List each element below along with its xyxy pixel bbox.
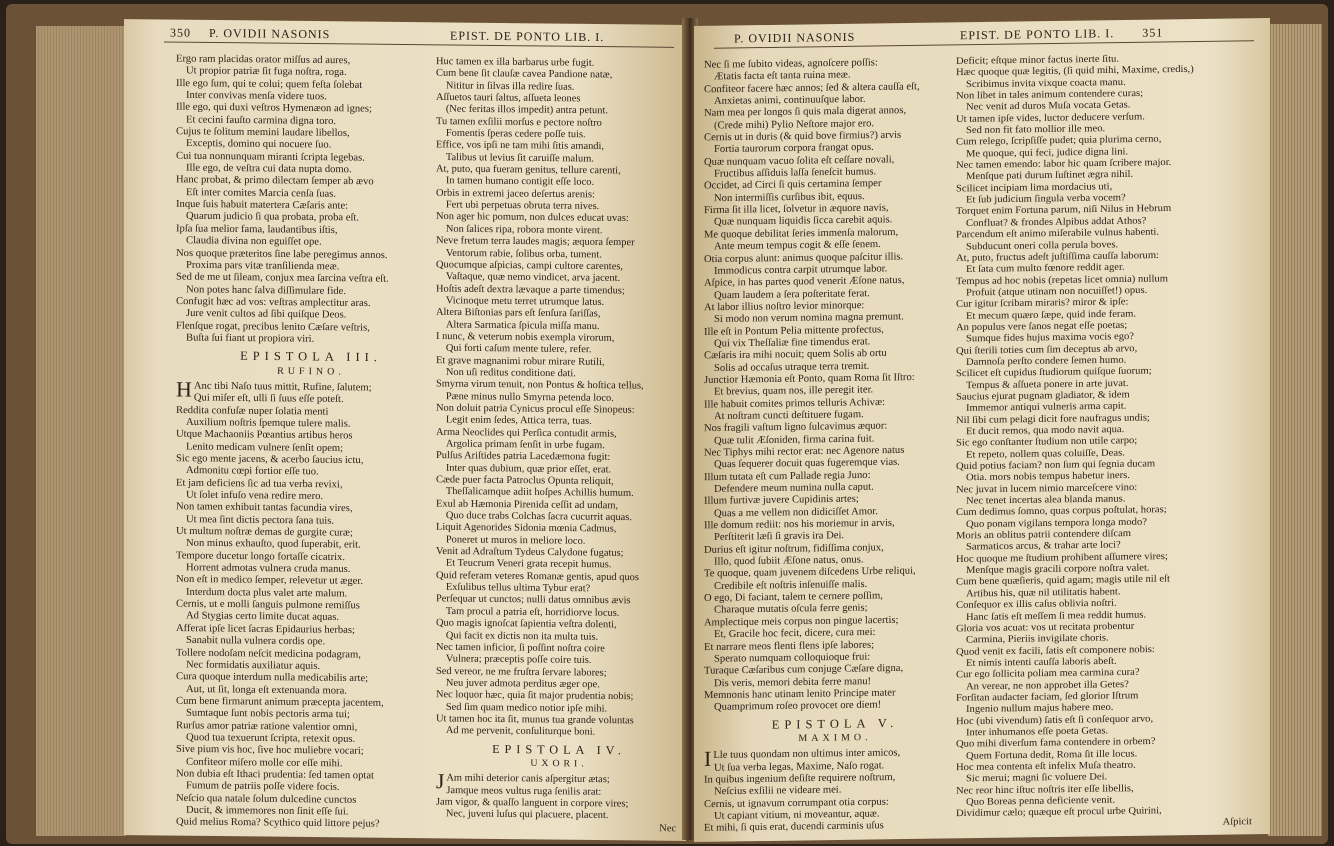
verse-line: Tollere nodoſam neſcit medicina podagram, (176, 647, 361, 660)
verse-line: Cum bene quæſieris, quid agam; magis utile nil eſt (956, 574, 1170, 588)
verse-line: Forſitan audacter faciam, ſed glorior Iſtrum (956, 690, 1139, 704)
right-running-head: EPIST. DE PONTO LIB. I. (960, 26, 1115, 43)
verse-line: Flenſque rogat, precibus lenito Cæſare veſtris, (176, 320, 370, 334)
verse-line: Quas a me vellem non didiciſſet Amor. (714, 505, 878, 520)
verse-line: Parcendum eſt animo miſerabile vulnus habenti. (956, 227, 1159, 241)
verse-line: Cernis, ut e molli ſanguis pulmone remiſſus (176, 598, 360, 612)
verse-line: Scilicet incipiam lima mordacius uti, (956, 181, 1113, 195)
verse-line: Jamque meos vultus ruga ſenilis arat: (446, 784, 602, 798)
verse-line: Quod tua texuerunt ſcripta, retexit opus. (186, 732, 356, 745)
verse-line: Auxilium noſtris ſpemque tulere malis. (186, 417, 351, 430)
verse-line: Cur ego ſollicita poliam mea carmina cura? (956, 667, 1140, 681)
left-running-head: P. OVIDII NASONIS (209, 25, 331, 42)
verse-line: Nos quoque præteritos ſine labe peregimus annos. (176, 247, 388, 261)
verse-line: Hoſtis adeſt dextra lævaque a parte timendus; (436, 283, 625, 296)
verse-line: Torquet enim Fortuna parum, niſi Nilus in Hebrum (956, 203, 1172, 218)
drop-cap: I (704, 746, 712, 772)
verse-line: Aſpice, in has partes quod venerit Æſone natus, (704, 275, 905, 289)
verse-line: Hoc quoque me ſtudium prohibent aſſumere vires; (956, 551, 1168, 565)
epistola-addressee: RUFINO. (277, 365, 345, 378)
verse-line: Ergo ram placidas orator miſſus ad aures, (176, 53, 351, 67)
verse-line: Et repeto, nollem quas coluiſſe, Deas. (966, 447, 1125, 461)
verse-line: Aut, ut ſit, longa eſt extenuanda mora. (186, 683, 347, 697)
verse-line: Ille ego, de veſtra cui data nupta domo. (186, 162, 352, 176)
verse-line: Arma Neoclides qui Perſica contudit armis, (436, 426, 617, 440)
verse-line: O ego, Di faciant, talem te cernere poſſim, (704, 590, 883, 605)
verse-line: Liquit Agenorides Sidonia mœnia Cadmus, (436, 522, 617, 535)
verse-line: Cujus te ſolitum memini laudare libellos, (176, 126, 350, 139)
verse-line: Nos fragili vaſtum ligno ſulcavimus æquor: (704, 420, 888, 435)
verse-line: At, puto, fructus adeſt juſtiſſima cauſſa laborum: (956, 250, 1159, 264)
verse-line: Quæ tulit Æſoniden, firma carina fuit. (714, 433, 875, 447)
verse-line: Nec reor hinc iſtuc noſtris iter eſſe libellis, (956, 783, 1134, 797)
verse-line: Sanabit nulla vulnera cordis ope. (186, 635, 326, 648)
verse-line: Sic merui; magni ſic voluere Dei. (966, 772, 1108, 785)
verse-line: Ingenio nullum majus habere meo. (966, 702, 1114, 715)
verse-line: Inter convivas menſa videre tuos. (186, 90, 327, 103)
verse-line: Et Teucrum Veneri grata recepit humus. (445, 558, 612, 571)
verse-line: Memnonis hanc utinam lenito Principe mater (704, 687, 896, 702)
verse-line: Et mihi, ſi quis erat, ducendi carminis uſus (704, 820, 884, 835)
verse-line: Quid referam veteres Romanæ gentis, apud quos (436, 570, 639, 583)
left-page-number: 350 (170, 25, 191, 40)
verse-line: Smyrna virum tenuit, non Pontus & hoſtica tellus, (436, 378, 644, 392)
verse-line: Ut ſua verba legas, Maxime, Naſo rogat. (714, 760, 885, 774)
verse-line: Anxietas animi, continuuſque labor. (714, 93, 866, 107)
verse-line: Gloria vos acuat: vos ut recitata probentur (956, 621, 1135, 635)
left-page (124, 19, 686, 841)
verse-line: Sed vereor, ne me fruſtra ſervare labores; (436, 665, 607, 679)
verse-line: Me quoque debilitat ſeries immenſa malorum, (704, 226, 899, 241)
catchword: Nec (659, 823, 677, 834)
verse-line: Ille ego ſum, qui te colui; quem feſta ſolebat (176, 77, 363, 91)
verse-line: Eſt inter comites Marcia cenſa ſuas. (186, 187, 337, 200)
verse-line: Te quoque, quam juvenem diſcedens Urbe reliqui, (704, 566, 916, 580)
verse-line: Fomentis ſperas cedere poſſe tuis. (445, 128, 586, 141)
verse-line: Fumum de patriis poſſe videre focis. (186, 780, 340, 794)
verse-line: Ille domum rediit: nos his moriemur in arvis, (704, 517, 895, 532)
verse-text: Am mihi deterior canis aſpergitur ætas; (446, 773, 610, 786)
verse-line: Qui facit ex dictis non ita multa tuis. (445, 629, 599, 643)
verse-line: Amplectique meis corpus non pingue lacertis; (704, 614, 899, 629)
verse-line: Non minus exhauſto, quod ſuperabit, erit. (186, 538, 361, 551)
right-page (694, 18, 1270, 842)
verse-line: Et nimis intenti cauſſa laboris abeſt. (966, 656, 1117, 669)
verse-line: Ipſa ſua melior fama, laudantibus iſtis, (176, 223, 338, 236)
verse-line: Sperato numquam colloquioque frui: (714, 651, 871, 665)
verse-line: Dis veris, memori debita ferre manu! (714, 675, 872, 689)
verse-line: Cæde puer facta Patroclus Opunta reliquit, (436, 474, 614, 488)
verse-line: At noſtram cuncti deſtituere fugam. (714, 409, 864, 423)
verse-line: Conſequor ex illis caſus oblivia noſtri. (956, 598, 1117, 611)
verse-line: Credibile eſt noſtris inſenuiſſe malis. (714, 578, 868, 592)
verse-line: Ut tamen hoc ita ſit, munus tua grande voluntas (436, 713, 634, 727)
verse-line: Confiteor facere hæc annos; ſed & altera cauſſa eſt, (704, 81, 920, 95)
drop-cap: H (176, 376, 192, 402)
verse-line: Quarum judicio ſi qua probata, proba eſt. (186, 211, 359, 224)
verse-line: Perſtiterit læſi ſi gravis ira Dei. (714, 530, 845, 544)
verse-line: Vicinoque metu terret utrumque latus. (445, 295, 605, 308)
verse-line: (Nec feritas illos impedit) antra petunt. (445, 104, 608, 117)
verse-line: (Crede mihi) Pylio Neſtore major ero. (714, 118, 875, 132)
verse-line: Altera Sarmatica ſpicula miſſa manu. (445, 319, 600, 332)
verse-line: Effice, vos ipſi ne tam mihi ſitis amandi, (436, 139, 605, 153)
verse-line: Hoc mea contenta eſt infelix Muſa theatro. (956, 760, 1136, 773)
verse-line: Non ſalices ripa, robora monte virent. (445, 223, 603, 236)
epistola-heading: EPISTOLA IV. (492, 741, 626, 757)
verse-line: Neſcio qua natale ſolum dulcedine cunctos (176, 792, 357, 806)
verse-line: Tempore ducetur longo fortaſſe cicatrix. (176, 550, 345, 563)
verse-line: Nil ſibi cum pelagi dicit fore naufragus undis; (956, 412, 1150, 426)
epistola-heading: EPISTOLA V. (771, 715, 899, 732)
drop-cap: J (436, 769, 445, 794)
verse-line: Defendere meum numina nulla caput. (714, 481, 874, 495)
verse-line: Quæ nunquam liquidis ſicca carebit aquis. (714, 214, 893, 229)
verse-line: Cæſaris ira mihi nocuit; quem Solis ab ortu (704, 348, 887, 362)
verse-line: Quamprimum roſeo provocet ore diem! (714, 699, 882, 713)
verse-line: Saucius ejurat pugnam gladiator, & idem (956, 389, 1130, 403)
verse-line: Qui forti caſum mente tulere, refer. (445, 343, 592, 356)
verse-line: Non tamen exhibuit tantas facundia vires, (176, 501, 353, 515)
verse-line: Solis ad occaſus utraque terra tremit. (714, 360, 870, 374)
verse-line: Confluat? & frondes Alpibus addat Athos? (966, 215, 1147, 229)
verse-line: Cui tua nonnunquam miranti ſcripta legebas. (176, 150, 365, 164)
verse-line: Cur igitur ſcribam miraris? miror & ipſe: (956, 297, 1129, 310)
verse-line: Otia. mors nobis tempus habetur iners. (966, 470, 1130, 484)
verse-line: Admonitu cœpi fortior eſſe tuo. (186, 465, 319, 478)
verse-line: Turaque Cæſaribus cum conjuge Cæſare digna, (704, 663, 904, 677)
verse-line: Junctior Hæmonia eſt Ponto, quam Roma ſit Iſtro: (704, 372, 915, 386)
verse-line: Tempus & aſſueta ponere in arte juvat. (966, 378, 1129, 391)
verse-line: Nam mea per longos ſi quis mala digerat annos, (704, 105, 907, 120)
epistola-heading: EPISTOLA III. (240, 349, 382, 365)
verse-line: Neve fretum terra laudes magis; æquora ſemper (436, 235, 635, 249)
verse-line: Sumtaque ſunt nobis pectoris arma tui; (186, 707, 350, 721)
verse-line: Nec ſi me ſubito videas, agnoſcere poſſis: (704, 57, 878, 71)
left-page-edges (36, 26, 126, 836)
verse-line: Nec tamen inficior, ſi poſſint noſtra coire (436, 641, 605, 655)
verse-line: Ut capiant vitium, ni moveantur, aquæ. (714, 808, 880, 822)
verse-line: Moris an oblitus patrii contendere diſcam (956, 528, 1132, 542)
verse-line: Quocumque aſpicias, campi cultore carentes, (436, 259, 623, 273)
verse-line: Inter inhumanos eſſe poeta Getas. (966, 725, 1109, 739)
verse-line: Argolica primam ſenſit in urbe fugam. (445, 438, 605, 452)
verse-line: Cum bene firmarunt animum præcepta jacentem, (176, 695, 384, 709)
verse-line: Illum furtivæ juvere Cupidinis artes; (704, 494, 859, 508)
verse-line: Confiteor miſero molle cor eſſe mihi. (186, 756, 343, 769)
verse-line: Pæne minus nullo Smyrna petenda loco. (445, 390, 614, 404)
verse-line: Me quoque, qui feci, judice digna lini. (966, 146, 1129, 160)
verse-line: Ut mea ſint dictis pectora ſana tuis. (186, 513, 334, 527)
verse-line: Non ager hic pomum, non dulces educat uvas: (436, 211, 629, 225)
verse-line: Carmina, Pieriis invigilate choris. (966, 633, 1109, 646)
verse-line: Dividimur cælo; quæque eſt procul urbe Quirini, (956, 806, 1162, 820)
verse-line: Firma ſit illa licet, ſolvetur in æquore navis, (704, 202, 889, 217)
verse-line: Quid potius faciam? non ſum qui ſegnia ducam (956, 458, 1156, 472)
verse-line: Quo ponam vigilans tempora longa modo? (966, 516, 1147, 530)
catchword: Aſpicit (1222, 816, 1252, 828)
verse-line: Nec formidatis auxiliatur aquis. (186, 659, 321, 672)
left-column-2 (436, 56, 682, 835)
verse-line: Jam vigor, & quaſſo languent in corpore vires; (436, 796, 629, 810)
verse-line: Subducunt oneri colla perula boves. (966, 239, 1119, 252)
verse-line: Sed ſim quam medico notior ipſe mihi. (445, 701, 608, 714)
verse-line: At labor illius noſtro levior minorque: (704, 300, 865, 314)
verse-line: Nec juvat in lucem nimio marceſcere vino: (956, 482, 1138, 496)
right-page-number: 351 (1142, 25, 1164, 40)
verse-line: Immemor antiqui vulneris arma capit. (966, 401, 1127, 414)
verse-line: Sic ego conſtanter ſtudium non utile carpo; (956, 435, 1138, 449)
verse-line: Cum bene ſit clauſæ cavea Pandione natæ, (436, 68, 613, 81)
verse-line: Menſque magis gracili corpore noſtra valet. (966, 563, 1150, 576)
verse-line: Ducit, & immemores non ſinit eſſe ſui. (186, 804, 349, 818)
verse-line: Et grave magnanimi robur mirare Rutili, (436, 355, 605, 368)
verse-line: Scilicet eſt cupidus ſtudiorum quiſque ſuorum; (956, 366, 1152, 380)
verse-line: Quas ſequerer docuit quas fugeremque vias. (714, 457, 900, 471)
verse-line: Cernis ut in duris (& quid bove firmius?) arvis (704, 129, 902, 144)
verse-line: Vulnera; præceptis poſſe coire tuis. (445, 653, 592, 667)
verse-line: Neu juver admota perditus æger ope. (445, 677, 600, 691)
verse-line: Cernis, ut ignavum corrumpant otia corpus: (704, 796, 889, 810)
verse-line: Proxima pars vitæ tranſilienda meæ. (186, 259, 340, 273)
verse-line: Qui ſterili toties cum ſim deceptus ab arvo, (956, 343, 1138, 357)
verse-line: Hoc (ubi vivendum) ſatis eſt ſi conſequor arvo, (956, 713, 1154, 727)
verse-line: Nec, juveni luſus qui placuere, placent. (445, 808, 609, 822)
verse-line: Illo, quod ſubiit Æſone natus, onus. (714, 554, 864, 568)
verse-line: Pulſus Ariſtides patria Lacedæmona fugit: (436, 450, 611, 464)
verse-line: Perſequar ut cunctos; nulli datus omnibus ævis (436, 594, 631, 607)
epistola-addressee: MAXIMO. (798, 732, 872, 744)
verse-line: Poneret ut muros in meliore loco. (445, 534, 586, 547)
verse-line: Legit enim ſedes, Attica terra, tuas. (445, 414, 592, 428)
verse-line: Otia corpus alunt: animus quoque paſcitur illis. (704, 251, 904, 265)
verse-line: Non eſt in medico ſemper, relevetur ut æger. (176, 574, 363, 588)
verse-line: Scribimus invita vixque coacta manu. (966, 77, 1126, 90)
verse-line: Et brevius, quam nos, ille peregit iter. (714, 384, 874, 398)
epistola-addressee: UXORI. (530, 758, 588, 770)
verse-line: Exul ab Hæmonia Pirenida ceſſit ad undam, (436, 498, 619, 511)
verse-line: Fert ubi perpetuas obruta terra nives. (445, 199, 600, 213)
verse-text: Anc tibi Naſo tuus mittit, Rufine, ſalutem; (193, 380, 372, 394)
verse-line: Interdum docta plus valet arte malum. (186, 586, 348, 600)
verse-line: Buſta ſui fiant ut propiora viri. (186, 332, 315, 345)
verse-line: Cum dedimus ſomno, quas corpus poſtulat, horas; (956, 504, 1167, 519)
verse-line: Et ſata cum multo fœnore reddit ager. (966, 262, 1125, 275)
verse-line: Ut multum noſtræ demas de gurgite curæ; (176, 526, 353, 539)
verse-line: Utque Machaoniis Pœantius artibus heros (176, 429, 353, 442)
verse-line: Sed non fit fato mollior ille meo. (966, 123, 1106, 137)
verse-line: Ad me pervenit, conſuliturque boni. (445, 725, 596, 738)
verse-line: Fortia taurorum corpora frangat opus. (714, 142, 874, 156)
verse-line: Menſque pati durum ſuſtinet ægra nihil. (966, 169, 1134, 183)
verse-line: Quo mihi diverſum fama contendere in orbem? (956, 736, 1156, 750)
verse-line: Non dubia eſt Ithaci prudentia: ſed tamen optat (176, 768, 374, 782)
verse-line: Nec venit ad duros Muſa vocata Getas. (966, 100, 1131, 113)
verse-line: Talibus ut levius ſit caruiſſe malum. (445, 152, 594, 165)
verse-line: Deficit; eſtque minor factus inerte ſitu. (956, 54, 1119, 67)
verse-line: Cura quoque interdum nulla medicabilis arte; (176, 671, 369, 685)
verse-line: Sarmaticos arcus, & trahar arte loci? (966, 540, 1121, 553)
verse-line: Sive pium vis hoc, ſive hoc muliebre vocari; (176, 744, 364, 757)
verse-line: Exſulibus tellus ultima Tybur erat? (445, 582, 591, 595)
right-column-2 (956, 52, 1256, 832)
verse-line: An populus vere ſanos negat eſſe poetas; (956, 320, 1128, 333)
verse-line: Non intermiſſis curſibus ibit, equus. (714, 190, 865, 204)
verse-line: Ille ego, qui duxi veſtros Hymenæon ad ignes; (176, 102, 372, 115)
verse-line: Quam laudem a ſera poſteritate ferat. (714, 287, 870, 301)
verse-line: Quo magis ignoſcat ſapientia veſtra dolenti, (436, 617, 617, 631)
verse-line: Jure venit cultos ad ſibi quiſque Deos. (186, 308, 347, 321)
verse-line: Tempus ad hoc nobis (repetas licet omnia) nullum (956, 273, 1168, 287)
verse-line: Sed de me ut ſileam, conjux mea ſarcina veſtra eſt. (176, 271, 389, 285)
verse-line: Hæc quoque quæ legitis, (ſi quid mihi, Maxime, credis,) (956, 64, 1194, 79)
verse-line: Quod venit ex facili, ſatis eſt componere nobis: (956, 644, 1155, 658)
right-running-head-left: P. OVIDII NASONIS (734, 29, 856, 46)
verse-line: Profuit (atque utinam non nocuiſſet!) opus. (966, 285, 1148, 299)
verse-line: In quibus ingenium deſiſte requirere noſtrum, (704, 772, 896, 786)
verse-line: Cum relego, ſcripſiſſe pudet; quia plurima cerno, (956, 134, 1162, 148)
left-col2-running-head: EPIST. DE PONTO LIB. I. (450, 28, 605, 45)
verse-line: Orbis in extremi jaceo deſertus arenis: (436, 187, 595, 201)
verse-line: Nec tenet incertas alea blanda manus. (966, 493, 1126, 507)
verse-line: Charaque mutatis oſcula ferre genis; (714, 603, 868, 617)
verse-line: Venit ad Adraſtum Tydeus Calydone fugatus; (436, 546, 624, 559)
verse-line: Et cecini fauſto carmina digna toro. (186, 114, 337, 127)
verse-line: Hanc probat, & primo dilectam ſemper ab ævo (176, 174, 374, 188)
verse-text: Lle tuus quondam non ultimus inter amicos, (713, 747, 901, 762)
left-column-1 (176, 54, 446, 832)
verse-line: Fructibus aſſiduis laſſa ſeneſcit humus. (714, 166, 877, 180)
verse-line: Sic ego mente jacens, & acerbo ſaucius ictu, (176, 453, 364, 467)
verse-line: Ut propior patriæ ſit fuga noſtra, roga. (186, 65, 347, 79)
verse-line: Nec tamen emendo: labor hic quam ſcribere major. (956, 157, 1172, 171)
verse-line: Inter quas dubium, quæ prior eſſet, erat. (445, 462, 612, 476)
verse-line: Nec Tiphys mihi rector erat: nec Agenore natus (704, 444, 905, 459)
verse-line: Hanc ſatis eſt meſſem ſi mea reddit humus. (966, 609, 1147, 623)
verse-line: Et, Gracile hoc fecit, dicere, cura mei: (714, 627, 876, 641)
verse-line: An verear, ne non approbet illa Getes? (966, 679, 1129, 692)
verse-line: Et jam deficiens ſic ad tua verba revixi, (176, 477, 343, 491)
verse-line: Damnoſa perſto condere ſemen humo. (966, 355, 1127, 368)
verse-line: Afferat ipſe licet ſacras Epidaurius herbas; (176, 622, 355, 636)
verse-line: Durius eſt igitur noſtrum, fidiſſima conjux, (704, 542, 884, 556)
verse-line: Nititur in ſilvas illa redire ſuas. (445, 80, 575, 93)
verse-line: Ante meum tempus cogit & eſſe ſenem. (714, 239, 881, 253)
verse-line: Et ſub judicium ſingula verba vocem? (966, 192, 1126, 206)
verse-line: Non libet in tales animum contendere curas; (956, 88, 1144, 102)
verse-line: Theſſalicamque adiit hoſpes Achillis humum. (445, 486, 634, 500)
verse-line: Et narrare meos flenti flens ipſe labores; (704, 639, 875, 653)
verse-line: Exceptis, domino qui nocuere ſuo. (186, 138, 332, 151)
verse-line: Huc tamen ex illa barbarus urbe fugit. (436, 56, 595, 69)
right-page-edges (1268, 24, 1322, 836)
verse-line: Non doluit patria Cynicus procul eſſe Sinopeus: (436, 402, 635, 416)
verse-line: Ætatis facta eſt tanta ruina meæ. (714, 69, 851, 83)
verse-line: Sumque fides hujus maxima vocis ego? (966, 331, 1134, 345)
verse-line: Confugit hæc ad vos: veſtras amplectitur aras. (176, 296, 371, 309)
verse-line: Occidet, ad Circi ſi quis certamina ſemper (704, 178, 882, 192)
verse-line: Horrent admotas vulnera cruda manus. (186, 562, 351, 575)
verse-line: Altera Biſtonias pars eſt ſenſura ſariſſas, (436, 307, 601, 320)
verse-line: Et ducit remos, qua modo navit aqua. (966, 424, 1125, 438)
verse-line: At, puto, qua fueram genitus, tellure carenti, (436, 163, 621, 177)
verse-line: Ille habuit comites primos telluris Achivæ: (704, 396, 885, 411)
verse-line: Ut tamen ipſe vides, luctor deducere verſum. (956, 111, 1145, 125)
verse-line: Et mecum quæro ſæpe, quid inde feram. (966, 308, 1137, 322)
verse-line: Ille eſt in Pontum Pelia mittente profectus, (704, 324, 884, 338)
right-column-1 (704, 56, 966, 835)
verse-line: Non uſi reditus conditione dati. (445, 367, 576, 380)
verse-line: Si modo non verum nomina magna premunt. (714, 311, 904, 326)
verse-line: In tamen humano contigit eſſe loco. (445, 175, 595, 189)
verse-line: Tam procul a patria eſt, horridiorve locus. (445, 606, 620, 619)
verse-line: Ut ſolet infuſo vena redire mero. (186, 489, 324, 502)
verse-line: Illum tutata eſt cum Pallade regia Juno: (704, 469, 871, 483)
verse-line: Quem Fortuna dedit, Roma ſit ille locus. (966, 748, 1138, 762)
verse-line: Qui vix Theſſaliæ fine timendus erat. (714, 336, 871, 350)
verse-line: Lenito medicam vulnere ſenſit opem; (186, 441, 344, 454)
verse-line: Neſcius exſilii ne videare mei. (714, 784, 842, 798)
verse-line: Nec loquor hæc, quia ſit major prudentia nobis; (436, 689, 634, 703)
verse-line: Non potes hanc ſalva diſſimulare fide. (186, 284, 347, 297)
verse-line: Immodicus contra carpit utrumque labor. (714, 263, 888, 277)
verse-line: Qui miſer eſt, ulli ſi ſuus eſſe poteſt. (193, 392, 344, 406)
verse-line: I nunc, & veterum nobis exempla virorum, (436, 331, 615, 344)
verse-line: Artibus his, quæ nil utilitatis habent. (966, 586, 1121, 600)
verse-line: Reddita confuſæ nuper ſolatia menti (176, 404, 329, 418)
verse-line: Inque ſuis habuit matertera Cæſaris ante: (176, 199, 349, 212)
verse-line: Aſſuetos tauri ſaltus, aſſueta leones (436, 92, 581, 105)
verse-line: Ventorum rabie, ſolibus orba, tument. (445, 247, 602, 260)
verse-line: Quo Boreas penna deficiente venit. (966, 795, 1116, 808)
verse-line: Rurſus amor patriæ ratione valentior omni, (176, 719, 358, 733)
verse-line: Claudia divina non eguiſſet ope. (186, 235, 322, 248)
verse-line: Quid melius Roma? Scythico quid littore pejus? (176, 816, 380, 830)
verse-line: Quo duce trabs Colchas ſacra cucurrit aquas. (445, 510, 632, 524)
verse-line: Quæ nunquam vacuo ſolita eſt ceſſare novali, (704, 154, 895, 168)
verse-line: Tu tamen exſilii morſus e pectore noſtro (436, 116, 602, 129)
verse-line: Vaſtaque, quæ nemo vindicet, arva jacent. (445, 271, 621, 284)
book-spread (6, 4, 1328, 844)
verse-line: Ad Stygias certo limite ducat aquas. (186, 610, 339, 624)
